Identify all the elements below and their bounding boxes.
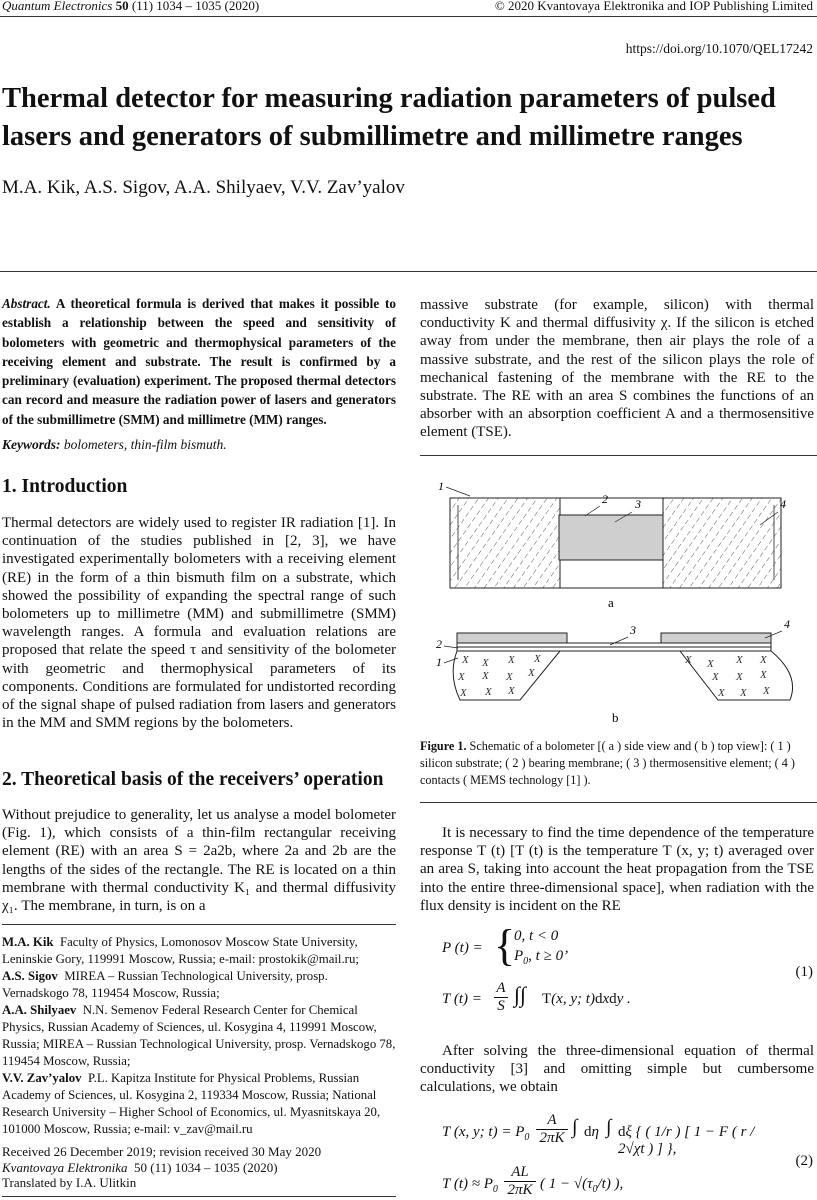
received-info [2, 1144, 396, 1191]
journal-header [2, 0, 259, 14]
figure-callout: 1 [438, 479, 444, 493]
figure-callout: 4 [784, 617, 790, 631]
svg-text:X: X [482, 670, 489, 682]
figure-panel-b [436, 617, 793, 725]
introduction-text: Thermal detectors are widely used to register IR radiation [1]. In continuation of the studies published in [2, 3], we have investigated experimentally bolometers with a receiving element (RE) in the form of a thin bismuth film on a substrate, which showed the possibility of expanding the spectral range of such bolometers up to millimetre (MM) and submillimetre (SMM) wavelength ranges. A formula and evaluation relations are proposed that relate the speed τ and sensitivity of the bolometer with geometric and thermophysical parameters of its components. Conditions are formulated for undistorted recording of the signal shape of pulsed radiation from lasers and generators in the MM and SMM regions by the bolometers. [2, 515, 396, 732]
title-line-2: lasers and generators of submillimetre and millimetre ranges [2, 121, 743, 152]
svg-text:X: X [534, 653, 541, 665]
doi-link[interactable]: https://doi.org/10.1070/QEL17242 [625, 41, 813, 56]
svg-text:X: X [485, 686, 492, 698]
section-heading-theory: 2. Theoretical basis of the receivers’ operation [2, 769, 384, 790]
affiliation-item: A.A. Shilyaev N.N. Semenov Federal Research Center for Chemical Physics, Russian Academy of Sciences, ul. Kosygina 4, 119991 Moscow, Russia; MIREA – Russian Technological University, prosp. Vernadskogo 78, 119454 Moscow, Russia; [2, 1003, 396, 1068]
figure-label-b: b [612, 710, 619, 725]
bolometer-figure [420, 470, 814, 730]
equation-1-number: (1) [795, 964, 813, 980]
affiliation-item: M.A. Kik Faculty of Physics, Lomonosov Moscow State University, Leninskie Gory, 119991 Moscow, Russia; e-mail: prostokik@mail.ru; [2, 935, 359, 966]
keywords-text: bolometers, thin-film bismuth. [63, 437, 227, 452]
copyright: © 2020 Kvantovaya Elektronika and IOP Publishing Limited [494, 0, 813, 13]
authors: M.A. Kik, A.S. Sigov, A.A. Shilyaev, V.V. Zav’yalov [2, 177, 405, 198]
svg-text:X: X [508, 654, 515, 666]
journal-volume: 50 [115, 0, 129, 13]
temperature-paragraph: It is necessary to find the time dependence of the temperature response T (t) [T (t) is the temperature T (x, y; t) averaged over an area S, taking into account the heat propagation from the TSE into the entire three-dimensional space], when radiation with the flux density is incident on the RE [420, 825, 814, 914]
keywords [2, 437, 396, 453]
equation-2: T (x, y; $t) = P_0$ A 2πK ∫ dη ∫ dξ { ( 1/r ) [ 1 − F ( r / 2√χt ) ] }, T $(t) \approx P_0$ AL 2πK ( $1 - √(\tau_0/t)$ ), [442, 1112, 755, 1198]
svg-text:X: X [760, 669, 767, 681]
svg-text:X: X [760, 654, 767, 666]
section-heading-introduction: 1. Introduction [2, 476, 128, 497]
abstract-label: Abstract. [2, 296, 51, 311]
svg-text:X: X [482, 657, 489, 669]
figure-callout: 2 [602, 492, 608, 506]
affiliations [2, 934, 396, 1138]
abstract-text: A theoretical formula is derived that makes it possible to establish a relationship between the speed and sensitivity of bolometers with geometric and thermophysical parameters of the receiving element and substrate. The result is confirmed by a preliminary (evaluation) experiment. The proposed thermal detectors can record and measure the radiation power of lasers and generators of the submillimetre (SMM) and millimetre (MM) ranges. [2, 296, 396, 427]
svg-text:X: X [763, 685, 770, 697]
header-rule [0, 16, 817, 17]
svg-text:X: X [740, 687, 747, 699]
solution-paragraph: After solving the three-dimensional equation of thermal conductivity [3] and omitting simple but cumbersome calculations, we obtain [420, 1043, 814, 1096]
figure-callout: 4 [780, 497, 786, 511]
affiliation-item: V.V. Zav’yalov P.L. Kapitza Institute for Physical Problems, Russian Academy of Sciences, ul. Kosygina 2, 119334 Moscow, Russia; National Research University – Higher School of Economics, ul. Myasnitskaya 20, 101000 Moscow, Russia; e-mail: v_zav@mail.ru [2, 1071, 381, 1136]
figure-label-a: a [608, 595, 614, 610]
article-title [2, 80, 802, 156]
figure-caption-text: Schematic of a bolometer [( a ) side view and ( b ) top view]: ( 1 ) silicon substrate; ( 2 ) bearing membrane; ( 3 ) thermosensitive element; ( 4 ) contacts ( MEMS technology [1] ). [420, 739, 795, 787]
keywords-label: Keywords: [2, 437, 61, 452]
journal-issue-pages: (11) 1034 – 1035 (2020) [131, 0, 260, 13]
svg-text:X: X [736, 654, 743, 666]
figure-caption [420, 738, 814, 789]
svg-text:X: X [460, 687, 467, 699]
translator: Translated by I.A. Ulitkin [2, 1175, 137, 1190]
svg-text:X: X [508, 685, 515, 697]
figure-top-rule [420, 455, 817, 456]
theory-text: Without prejudice to generality, let us analyse a model bolometer (Fig. 1), which consists of a thin-film rectangular receiving element (RE) with an area S = 2a2b, where 2a and 2b are the lengths of the sides of the rectangle. The RE is located on a thin membrane with thermal conductivity K₁ and thermal diffusivity χ₁. The membrane, in turn, is on a [2, 807, 396, 915]
figure-callout: 3 [630, 623, 636, 637]
journal-ref: Kvantovaya Elektronika 50 (11) 1034 – 1035 (2020) [2, 1159, 278, 1175]
figure-panel-a [438, 479, 786, 610]
figure-bottom-rule [420, 802, 817, 803]
equation-1: P (t) = { 0, t < 0 $P_0$, t ≥ 0’ T (t) = A S ∫∫ T(x, y; t)dxdy . [442, 921, 631, 1014]
svg-text:X: X [707, 658, 714, 670]
svg-text:X: X [458, 671, 465, 683]
svg-text:X: X [462, 654, 469, 666]
svg-text:X: X [528, 667, 535, 679]
affiliation-item: A.S. Sigov MIREA – Russian Technological University, prosp. Vernadskogo 78, 119454 Moscow, Russia; [2, 969, 328, 1000]
svg-text:X: X [736, 671, 743, 683]
svg-text:X: X [718, 687, 725, 699]
title-rule [0, 271, 817, 272]
journal-name: Quantum Electronics [2, 0, 113, 13]
substrate-paragraph: massive substrate (for example, silicon) with thermal conductivity K and thermal diffusivity χ. If the silicon is etched away from under the membrane, then air plays the role of a massive substrate, and the rest of the silicon plays the role of mechanical fastening of the membrane with the RE to the substrate. The RE with an area S combines the functions of an absorber with an absorption coefficient A and a thermosensitive element (TSE). [420, 297, 814, 441]
bottom-rule [2, 1196, 396, 1197]
title-line-1: Thermal detector for measuring radiation parameters of pulsed [2, 83, 776, 114]
figure-callout: 1 [436, 655, 442, 669]
svg-text:X: X [712, 671, 719, 683]
figure-caption-label: Figure 1. [420, 739, 467, 753]
abstract [2, 294, 396, 429]
svg-text:X: X [685, 654, 692, 666]
svg-text:X: X [506, 671, 513, 683]
equation-2-number: (2) [795, 1153, 813, 1169]
figure-callout: 2 [436, 637, 442, 651]
affiliation-rule [2, 924, 396, 925]
received-dates: Received 26 December 2019; revision received 30 May 2020 [2, 1144, 322, 1159]
figure-callout: 3 [635, 497, 641, 511]
